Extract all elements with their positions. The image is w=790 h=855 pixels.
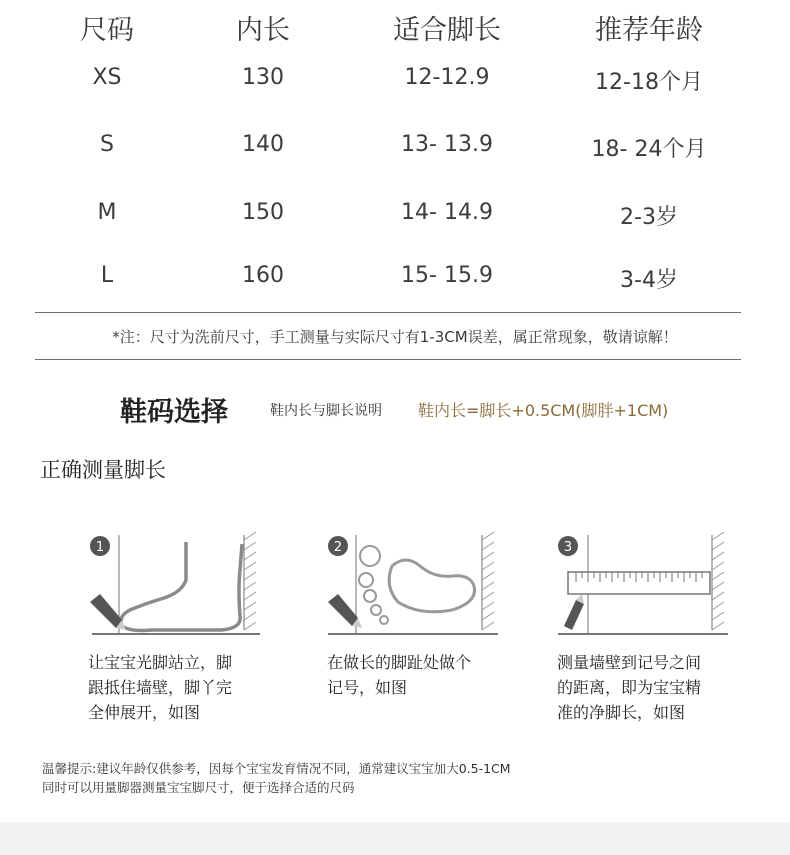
step-3-text <box>557 650 701 725</box>
tip-line-2: 同时可以用量脚器测量宝宝脚尺寸，便于选择合适的尺码 <box>42 780 355 795</box>
step-3-line: 的距离，即为宝宝精 <box>557 678 702 697</box>
table-row <box>0 263 790 293</box>
selection-formula: 鞋内长=脚长+0.5CM(脚胖+1CM) <box>418 401 669 420</box>
header-foot-length: 适合脚长 <box>393 15 501 46</box>
size-table-header <box>0 8 790 48</box>
divider-top <box>35 312 741 313</box>
table-row <box>0 200 790 230</box>
pencil-icon <box>90 594 126 630</box>
cell-age: 3-4岁 <box>620 268 678 293</box>
step-2-line: 记号，如图 <box>327 678 408 697</box>
header-size: 尺码 <box>80 15 134 46</box>
header-inner-length: 内长 <box>236 15 290 46</box>
step-2-number: 2 <box>333 540 343 555</box>
size-note: *注：尺寸为洗前尺寸，手工测量与实际尺寸有1-3CM误差，属正常现象，敬请谅解！ <box>112 328 678 346</box>
step-3-number: 3 <box>563 540 573 555</box>
step-3-illustration <box>552 530 732 640</box>
step-1-number: 1 <box>95 540 105 555</box>
table-row <box>0 132 790 162</box>
selection-subtitle: 鞋内长与脚长说明 <box>270 403 382 419</box>
cell-age: 2-3岁 <box>620 205 678 230</box>
step-3-line: 准的净脚长，如图 <box>557 703 686 722</box>
cell-size: M <box>97 200 117 225</box>
cell-foot-length: 12-12.9 <box>404 65 490 90</box>
cell-age: 12-18个月 <box>595 70 703 95</box>
cell-inner-length: 140 <box>242 132 284 157</box>
step-1-line: 跟抵住墙壁，脚丫完 <box>88 678 233 697</box>
header-age: 推荐年龄 <box>595 15 703 46</box>
table-row <box>0 65 790 95</box>
selection-title: 鞋码选择 <box>120 397 228 428</box>
foot-print-icon <box>322 530 502 640</box>
step-2-text <box>327 650 471 700</box>
pencil-icon <box>564 594 584 630</box>
divider-bottom <box>35 359 741 360</box>
step-1-text <box>88 650 232 725</box>
measure-title: 正确测量脚长 <box>40 458 166 482</box>
cell-foot-length: 14- 14.9 <box>401 200 493 225</box>
step-1-line: 让宝宝光脚站立，脚 <box>88 653 233 672</box>
step-3-line: 测量墙壁到记号之间 <box>557 653 702 672</box>
step-1-line: 全伸展开，如图 <box>88 703 201 722</box>
bottom-edge <box>0 822 790 855</box>
cell-inner-length: 150 <box>242 200 284 225</box>
step-2-line: 在做长的脚趾处做个 <box>327 653 472 672</box>
cell-age: 18- 24个月 <box>591 137 707 162</box>
step-1-illustration <box>82 530 262 640</box>
cell-size: L <box>100 263 114 288</box>
cell-size: XS <box>92 65 122 90</box>
foot-side-icon <box>82 530 262 640</box>
step-2-illustration <box>322 530 502 640</box>
pencil-icon <box>328 594 362 628</box>
cell-foot-length: 15- 15.9 <box>401 263 493 288</box>
ruler-icon <box>552 530 732 640</box>
cell-inner-length: 160 <box>242 263 284 288</box>
cell-foot-length: 13- 13.9 <box>401 132 493 157</box>
cell-size: S <box>100 132 114 157</box>
tip-line-1: 温馨提示:建议年龄仅供参考，因每个宝宝发育情况不同，通常建议宝宝加大0.5-1CM <box>42 761 511 776</box>
cell-inner-length: 130 <box>242 65 284 90</box>
